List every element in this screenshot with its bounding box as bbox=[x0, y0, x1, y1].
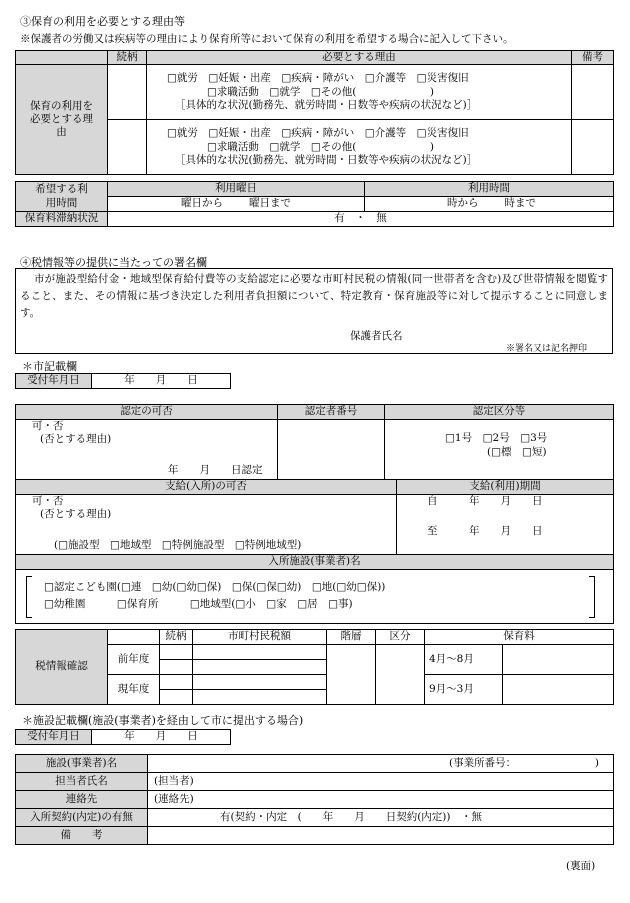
tax-label: 税情報確認 bbox=[16, 630, 108, 705]
reason-options-1 bbox=[147, 65, 572, 120]
tax-prev-year: 前年度 bbox=[108, 645, 160, 675]
reason-opts-line1[interactable]: □就労 □妊娠・出産 □疾病・障がい □介護等 □災害復旧 bbox=[167, 127, 469, 140]
cert-number-cell[interactable] bbox=[278, 420, 385, 480]
tax-cell[interactable] bbox=[193, 675, 327, 690]
reason-opts-line1[interactable]: □就労 □妊娠・出産 □疾病・障がい □介護等 □災害復旧 bbox=[167, 72, 469, 85]
consent-text: 市が施設型給付金・地域型保育給付費等の支給認定に必要な市町村民税の情報(同一世帯者を含む)及び世帯情報を閲覧すること、また、その情報に基づき決定した利用者負担額について、特定教育・保育施設等に対して提示することに同意します。 bbox=[20, 273, 608, 319]
tax-cell[interactable] bbox=[160, 660, 193, 675]
tax-fee-cell-2[interactable] bbox=[503, 675, 614, 705]
reason-opts-line2[interactable]: □求職活動 □就学 □その他( ) bbox=[207, 85, 434, 98]
sign-label: 保護者氏名 bbox=[350, 330, 403, 342]
cert-date[interactable]: 年 月 日認定 bbox=[168, 464, 263, 476]
reason-detail-label: ［具体的な状況(勤務先、就労時間・日数等や疾病の状況など)］ bbox=[175, 153, 478, 166]
facility-type-line1[interactable]: □認定こども園(□連 □幼(□幼□保) □保(□保□幼) □地(□幼□保)) bbox=[44, 581, 386, 593]
period-cell bbox=[397, 495, 614, 555]
fac-office-no: (事業所番号： ) bbox=[449, 756, 599, 769]
tax-curr-year: 現年度 bbox=[108, 675, 160, 705]
tax-hdr-amount: 市町村民税額 bbox=[193, 630, 327, 645]
time-range[interactable]: 時から 時まで bbox=[365, 197, 614, 212]
relation-cell-2[interactable] bbox=[108, 120, 147, 175]
hdr-reason: 必要とする理由 bbox=[147, 51, 572, 65]
fee-value[interactable]: 有 ・ 無 bbox=[108, 212, 614, 227]
city-receipt-table bbox=[15, 373, 231, 389]
fee-label: 保育料滞納状況 bbox=[16, 212, 108, 227]
cert-cat-hdr: 認定区分等 bbox=[385, 405, 614, 420]
facility-section-title: ＊施設記載欄(施設(事業者)を経由して市に提出する場合) bbox=[22, 714, 304, 727]
tax-hdr-div: 区分 bbox=[376, 630, 425, 645]
reason-table bbox=[15, 50, 614, 175]
fac-contact-value: (連絡先) bbox=[154, 792, 194, 805]
memo-cell-1[interactable] bbox=[572, 65, 614, 120]
facility-hdr: 入所施設(事業者)名 bbox=[16, 555, 614, 570]
tax-hdr-relation: 続柄 bbox=[160, 630, 193, 645]
cert-no-hdr: 認定者番号 bbox=[278, 405, 385, 420]
fac-recv-date[interactable]: 年 月 日 bbox=[92, 730, 231, 745]
fac-contract-label: 入所契約(内定)の有無 bbox=[16, 809, 148, 827]
section3-title: ③保育の利用を必要とする理由等 bbox=[20, 15, 185, 28]
facility-cell bbox=[16, 570, 614, 624]
tax-sep-mar: 9月〜3月 bbox=[425, 675, 503, 705]
fac-recv-label: 受付年月日 bbox=[16, 730, 92, 745]
fac-name-cell[interactable] bbox=[148, 755, 614, 773]
cert-decision-cell[interactable] bbox=[16, 420, 278, 480]
supply-hdr: 支給(入所)の可否 bbox=[16, 480, 397, 495]
sign-note: ※署名又は記名押印 bbox=[506, 344, 588, 354]
tax-cell[interactable] bbox=[160, 690, 193, 705]
tax-cell[interactable] bbox=[193, 690, 327, 705]
fac-contract-value: 有(契約・内定 ( 年 月 日契約(内定)) ・無 bbox=[220, 810, 482, 823]
tax-cell[interactable] bbox=[160, 645, 193, 660]
hdr-relation: 続柄 bbox=[108, 51, 147, 65]
fac-name-label: 施設(事業者)名 bbox=[16, 755, 148, 773]
fac-staff-value: (担当者) bbox=[154, 774, 194, 787]
tax-cell[interactable] bbox=[193, 645, 327, 660]
memo-cell-2[interactable] bbox=[572, 120, 614, 175]
hdr-memo: 備考 bbox=[572, 51, 614, 65]
city-section-title: ＊市記載欄 bbox=[22, 360, 77, 373]
supply-facility-types[interactable]: (□施設型 □地域型 □特例施設型 □特例地域型) bbox=[54, 539, 302, 551]
reason-options-2 bbox=[147, 120, 572, 175]
reason-opts-line2[interactable]: □求職活動 □就学 □その他( ) bbox=[207, 140, 434, 153]
day-hdr: 利用曜日 bbox=[108, 182, 365, 197]
tax-hdr-blank bbox=[108, 630, 160, 645]
page-footer: (裏面) bbox=[566, 860, 596, 872]
wish-time-table bbox=[15, 181, 614, 227]
fac-staff-cell[interactable] bbox=[148, 773, 614, 791]
cert-category-cell bbox=[385, 420, 614, 480]
time-hdr: 利用時間 bbox=[365, 182, 614, 197]
tax-cell[interactable] bbox=[193, 660, 327, 675]
facility-info-table bbox=[15, 754, 614, 845]
cert-cat-std-short[interactable]: (□標 □短) bbox=[487, 446, 547, 458]
tax-hdr-tier: 階層 bbox=[327, 630, 376, 645]
bracket-right bbox=[589, 576, 595, 618]
city-recv-date[interactable]: 年 月 日 bbox=[92, 374, 231, 389]
relation-cell-1[interactable] bbox=[108, 65, 147, 120]
consent-box bbox=[15, 268, 613, 354]
reason-detail-label: ［具体的な状況(勤務先、就労時間・日数等や疾病の状況など)］ bbox=[175, 98, 478, 111]
day-range[interactable]: 曜日から 曜日まで bbox=[108, 197, 365, 212]
supply-no-reason-label: (否とする理由) bbox=[40, 508, 112, 521]
reason-row-label: 保育の利用を必要とする理由 bbox=[16, 65, 108, 175]
certification-table bbox=[15, 404, 614, 624]
fac-memo-label: 備 考 bbox=[16, 827, 148, 845]
cert-no-reason-label: (否とする理由) bbox=[40, 433, 112, 446]
section4-title: ④税情報等の提供に当たっての署名欄 bbox=[20, 256, 207, 269]
bracket-left bbox=[26, 576, 32, 618]
supply-yes-no[interactable]: 可・否 bbox=[32, 495, 64, 507]
cert-cat-options[interactable]: □1号 □2号 □3号 bbox=[445, 432, 548, 444]
fac-contact-label: 連絡先 bbox=[16, 791, 148, 809]
wish-label: 希望する利用時間 bbox=[16, 182, 108, 212]
tax-fee-cell-1[interactable] bbox=[503, 645, 614, 675]
city-recv-label: 受付年月日 bbox=[16, 374, 92, 389]
fac-memo-cell[interactable] bbox=[148, 827, 614, 845]
tax-table bbox=[15, 629, 614, 705]
tax-tier-cell[interactable] bbox=[327, 645, 376, 705]
reason-corner bbox=[16, 51, 108, 65]
period-from[interactable]: 自 年 月 日 bbox=[427, 495, 543, 507]
section3-note: ※保護者の労働又は疾病等の理由により保育所等において保育の利用を希望する場合に記入して下さい。 bbox=[20, 33, 514, 45]
supply-decision-cell[interactable] bbox=[16, 495, 397, 555]
tax-hdr-fee: 保育料 bbox=[425, 630, 614, 645]
period-to[interactable]: 至 年 月 日 bbox=[427, 525, 543, 537]
fac-contact-cell[interactable] bbox=[148, 791, 614, 809]
tax-cell[interactable] bbox=[160, 675, 193, 690]
tax-apr-aug: 4月〜8月 bbox=[425, 645, 503, 675]
period-hdr: 支給(利用)期間 bbox=[397, 480, 614, 495]
facility-type-line2[interactable]: □幼稚園 □保育所 □地域型(□小 □家 □居 □事) bbox=[44, 598, 353, 610]
fac-receipt-table bbox=[15, 729, 231, 745]
cert-yes-no[interactable]: 可・否 bbox=[32, 420, 64, 432]
tax-div-cell[interactable] bbox=[376, 645, 425, 705]
fac-staff-label: 担当者氏名 bbox=[16, 773, 148, 791]
fac-contract-cell[interactable] bbox=[148, 809, 614, 827]
cert-hdr: 認定の可否 bbox=[16, 405, 278, 420]
